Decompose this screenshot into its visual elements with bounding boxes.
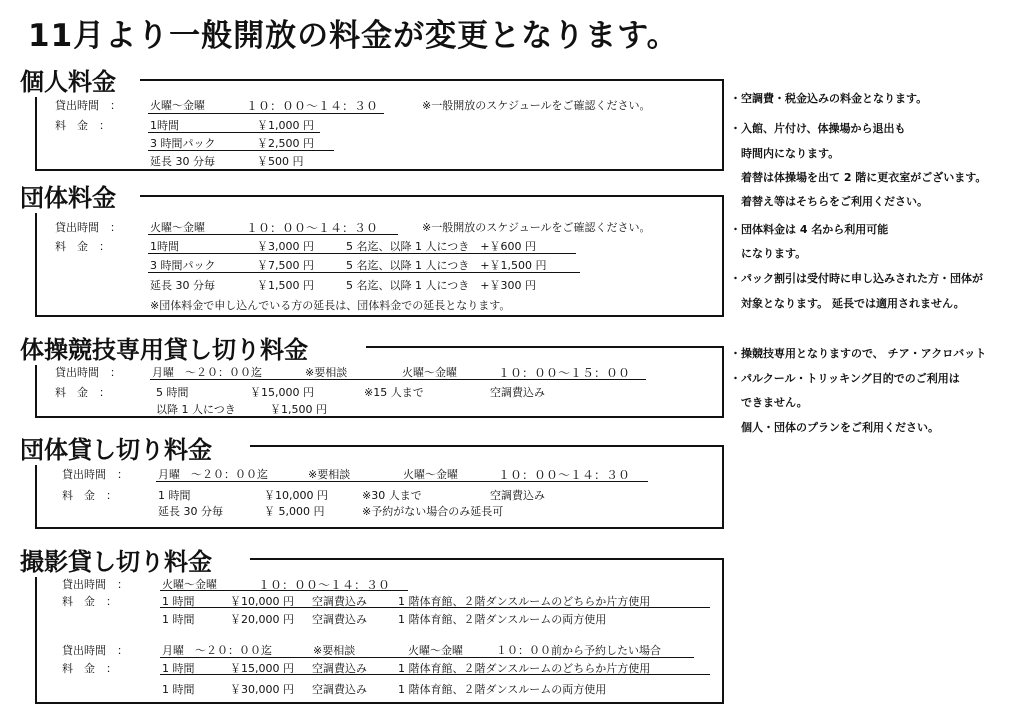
label-fee: 料 金 ： xyxy=(55,240,110,253)
usage-note: 1 階体育館、２階ダンスルームの両方使用 xyxy=(398,683,607,696)
aircon-note: 空調費込み xyxy=(312,662,367,675)
plan-extra: 5 名迄、以降 1 人につき +￥300 円 xyxy=(346,279,536,292)
note-item: できません。 xyxy=(730,396,808,409)
plan-price: ￥15,000 円 xyxy=(230,662,294,675)
rental-hours: １０：００～１４：３０ xyxy=(246,221,379,235)
label-rental-time: 貸出時間 ： xyxy=(55,221,121,234)
note-item: 着替え等はそちらをご利用ください。 xyxy=(730,195,928,208)
plan-name: 1時間 xyxy=(150,119,179,132)
plan-price: ￥10,000 円 xyxy=(230,595,294,608)
rental-days: 火曜～金曜 xyxy=(403,468,458,481)
note-item: 対象となります。 延長では適用されません。 xyxy=(730,297,965,310)
plan-price: ￥10,000 円 xyxy=(264,489,328,502)
rental-days: 月曜 ～２０：００迄 xyxy=(162,644,272,657)
section-rule xyxy=(366,346,723,348)
plan-name: 1 時間 xyxy=(162,662,195,675)
rental-days: 月曜 ～２０：００迄 xyxy=(152,366,262,379)
rental-hours: １０：００～１４：３０ xyxy=(258,578,391,592)
capacity-note: ※30 人まで xyxy=(362,489,422,502)
note-item: 個人・団体のプランをご利用ください。 xyxy=(730,421,939,434)
section-rule xyxy=(250,445,723,447)
note-item: ・操競技専用となりますので、 チア・アクロバット xyxy=(730,347,987,360)
label-fee: 料 金 ： xyxy=(62,489,117,502)
plan-name: 3 時間パック xyxy=(150,259,216,272)
rental-hours: １０：００～１５：００ xyxy=(498,366,631,380)
rental-days: 火曜～金曜 xyxy=(150,221,205,234)
plan-name: 以降 1 人につき xyxy=(156,403,236,416)
plan-price: ￥30,000 円 xyxy=(230,683,294,696)
plan-price: ￥1,000 円 xyxy=(257,119,314,132)
schedule-note: ※一般開放のスケジュールをご確認ください。 xyxy=(422,221,651,234)
plan-price: ￥ 5,000 円 xyxy=(264,505,325,518)
capacity-note: ※15 人まで xyxy=(364,386,424,399)
plan-extra: 5 名迄、以降 1 人につき +￥1,500 円 xyxy=(346,259,547,272)
section-box-kojin xyxy=(35,79,724,171)
plan-name: 1時間 xyxy=(150,240,179,253)
note-item: ・パック割引は受付時に申し込みされた方・団体が xyxy=(730,272,983,285)
plan-name: 3 時間パック xyxy=(150,137,216,150)
consult-note: ※要相談 xyxy=(313,644,356,657)
section-heading-dantai: 団体料金 xyxy=(20,178,122,213)
plan-price: ￥500 円 xyxy=(257,155,304,168)
rental-days: 火曜～金曜 xyxy=(162,578,217,591)
note-item: ・団体料金は 4 名から利用可能 xyxy=(730,223,889,236)
usage-note: 1 階体育館、２階ダンスルームの両方使用 xyxy=(398,613,607,626)
note-item: 着替は体操場を出て 2 階に更衣室がございます。 xyxy=(730,171,987,184)
plan-name: 1 時間 xyxy=(158,489,191,502)
section-heading-taiso: 体操競技専用貸し切り料金 xyxy=(20,330,314,365)
note-item: ・パルクール・トリッキング目的でのご利用は xyxy=(730,372,960,385)
section-rule xyxy=(140,79,722,81)
rental-days: 火曜～金曜 xyxy=(402,366,457,379)
rental-hours: １０：００～１４：３０ xyxy=(246,99,379,113)
plan-price: ￥3,000 円 xyxy=(257,240,314,253)
plan-name: 延長 30 分毎 xyxy=(158,505,223,518)
plan-price: ￥15,000 円 xyxy=(250,386,314,399)
plan-name: 1 時間 xyxy=(162,595,195,608)
note-item: になります。 xyxy=(730,247,807,260)
section-heading-kojin: 個人料金 xyxy=(20,62,122,97)
usage-note: 1 階体育館、２階ダンスルームのどちらか片方使用 xyxy=(398,662,651,675)
page-title: 11月より一般開放の料金が変更となります。 xyxy=(28,18,679,54)
label-fee: 料 金 ： xyxy=(62,595,117,608)
plan-name: 延長 30 分毎 xyxy=(150,279,215,292)
plan-price: ￥7,500 円 xyxy=(257,259,314,272)
section-rule xyxy=(250,558,723,560)
label-rental-time: 貸出時間 ： xyxy=(55,99,121,112)
plan-price: ￥1,500 円 xyxy=(270,403,327,416)
plan-price: ￥1,500 円 xyxy=(257,279,314,292)
aircon-note: 空調費込み xyxy=(490,386,545,399)
plan-price: ￥2,500 円 xyxy=(257,137,314,150)
schedule-note: ※一般開放のスケジュールをご確認ください。 xyxy=(422,99,651,112)
rental-days: 月曜 ～２０：００迄 xyxy=(158,468,268,481)
aircon-note: 空調費込み xyxy=(312,683,367,696)
aircon-note: 空調費込み xyxy=(312,595,367,608)
rental-hours: １０：００前から予約したい場合 xyxy=(496,644,661,657)
rental-days: 火曜～金曜 xyxy=(150,99,205,112)
label-fee: 料 金 ： xyxy=(62,662,117,675)
note-item: 時間内になります。 xyxy=(730,147,840,160)
label-rental-time: 貸出時間 ： xyxy=(62,644,128,657)
aircon-note: 空調費込み xyxy=(312,613,367,626)
extension-note: ※団体料金で申し込んでいる方の延長は、団体料金での延長となります。 xyxy=(150,299,511,312)
consult-note: ※要相談 xyxy=(305,366,348,379)
label-rental-time: 貸出時間 ： xyxy=(62,578,128,591)
plan-extra: 5 名迄、以降 1 人につき +￥600 円 xyxy=(346,240,536,253)
section-heading-satsuei: 撮影貸し切り料金 xyxy=(20,542,218,577)
label-fee: 料 金 ： xyxy=(55,119,110,132)
plan-price: ￥20,000 円 xyxy=(230,613,294,626)
section-heading-kashikiri: 団体貸し切り料金 xyxy=(20,430,218,465)
usage-note: 1 階体育館、２階ダンスルームのどちらか片方使用 xyxy=(398,595,651,608)
section-rule xyxy=(140,195,722,197)
extension-note: ※予約がない場合のみ延長可 xyxy=(362,505,504,518)
rental-hours: １０：００～１４：３０ xyxy=(498,468,631,482)
plan-name: 5 時間 xyxy=(156,386,189,399)
rental-days: 火曜～金曜 xyxy=(408,644,463,657)
plan-name: 1 時間 xyxy=(162,683,195,696)
aircon-note: 空調費込み xyxy=(490,489,545,502)
consult-note: ※要相談 xyxy=(308,468,351,481)
note-item: ・空調費・税金込みの料金となります。 xyxy=(730,92,928,105)
note-item: ・入館、片付け、体操場から退出も xyxy=(730,122,906,135)
label-rental-time: 貸出時間 ： xyxy=(62,468,128,481)
plan-name: 延長 30 分毎 xyxy=(150,155,215,168)
label-rental-time: 貸出時間 ： xyxy=(55,366,121,379)
label-fee: 料 金 ： xyxy=(55,386,110,399)
plan-name: 1 時間 xyxy=(162,613,195,626)
